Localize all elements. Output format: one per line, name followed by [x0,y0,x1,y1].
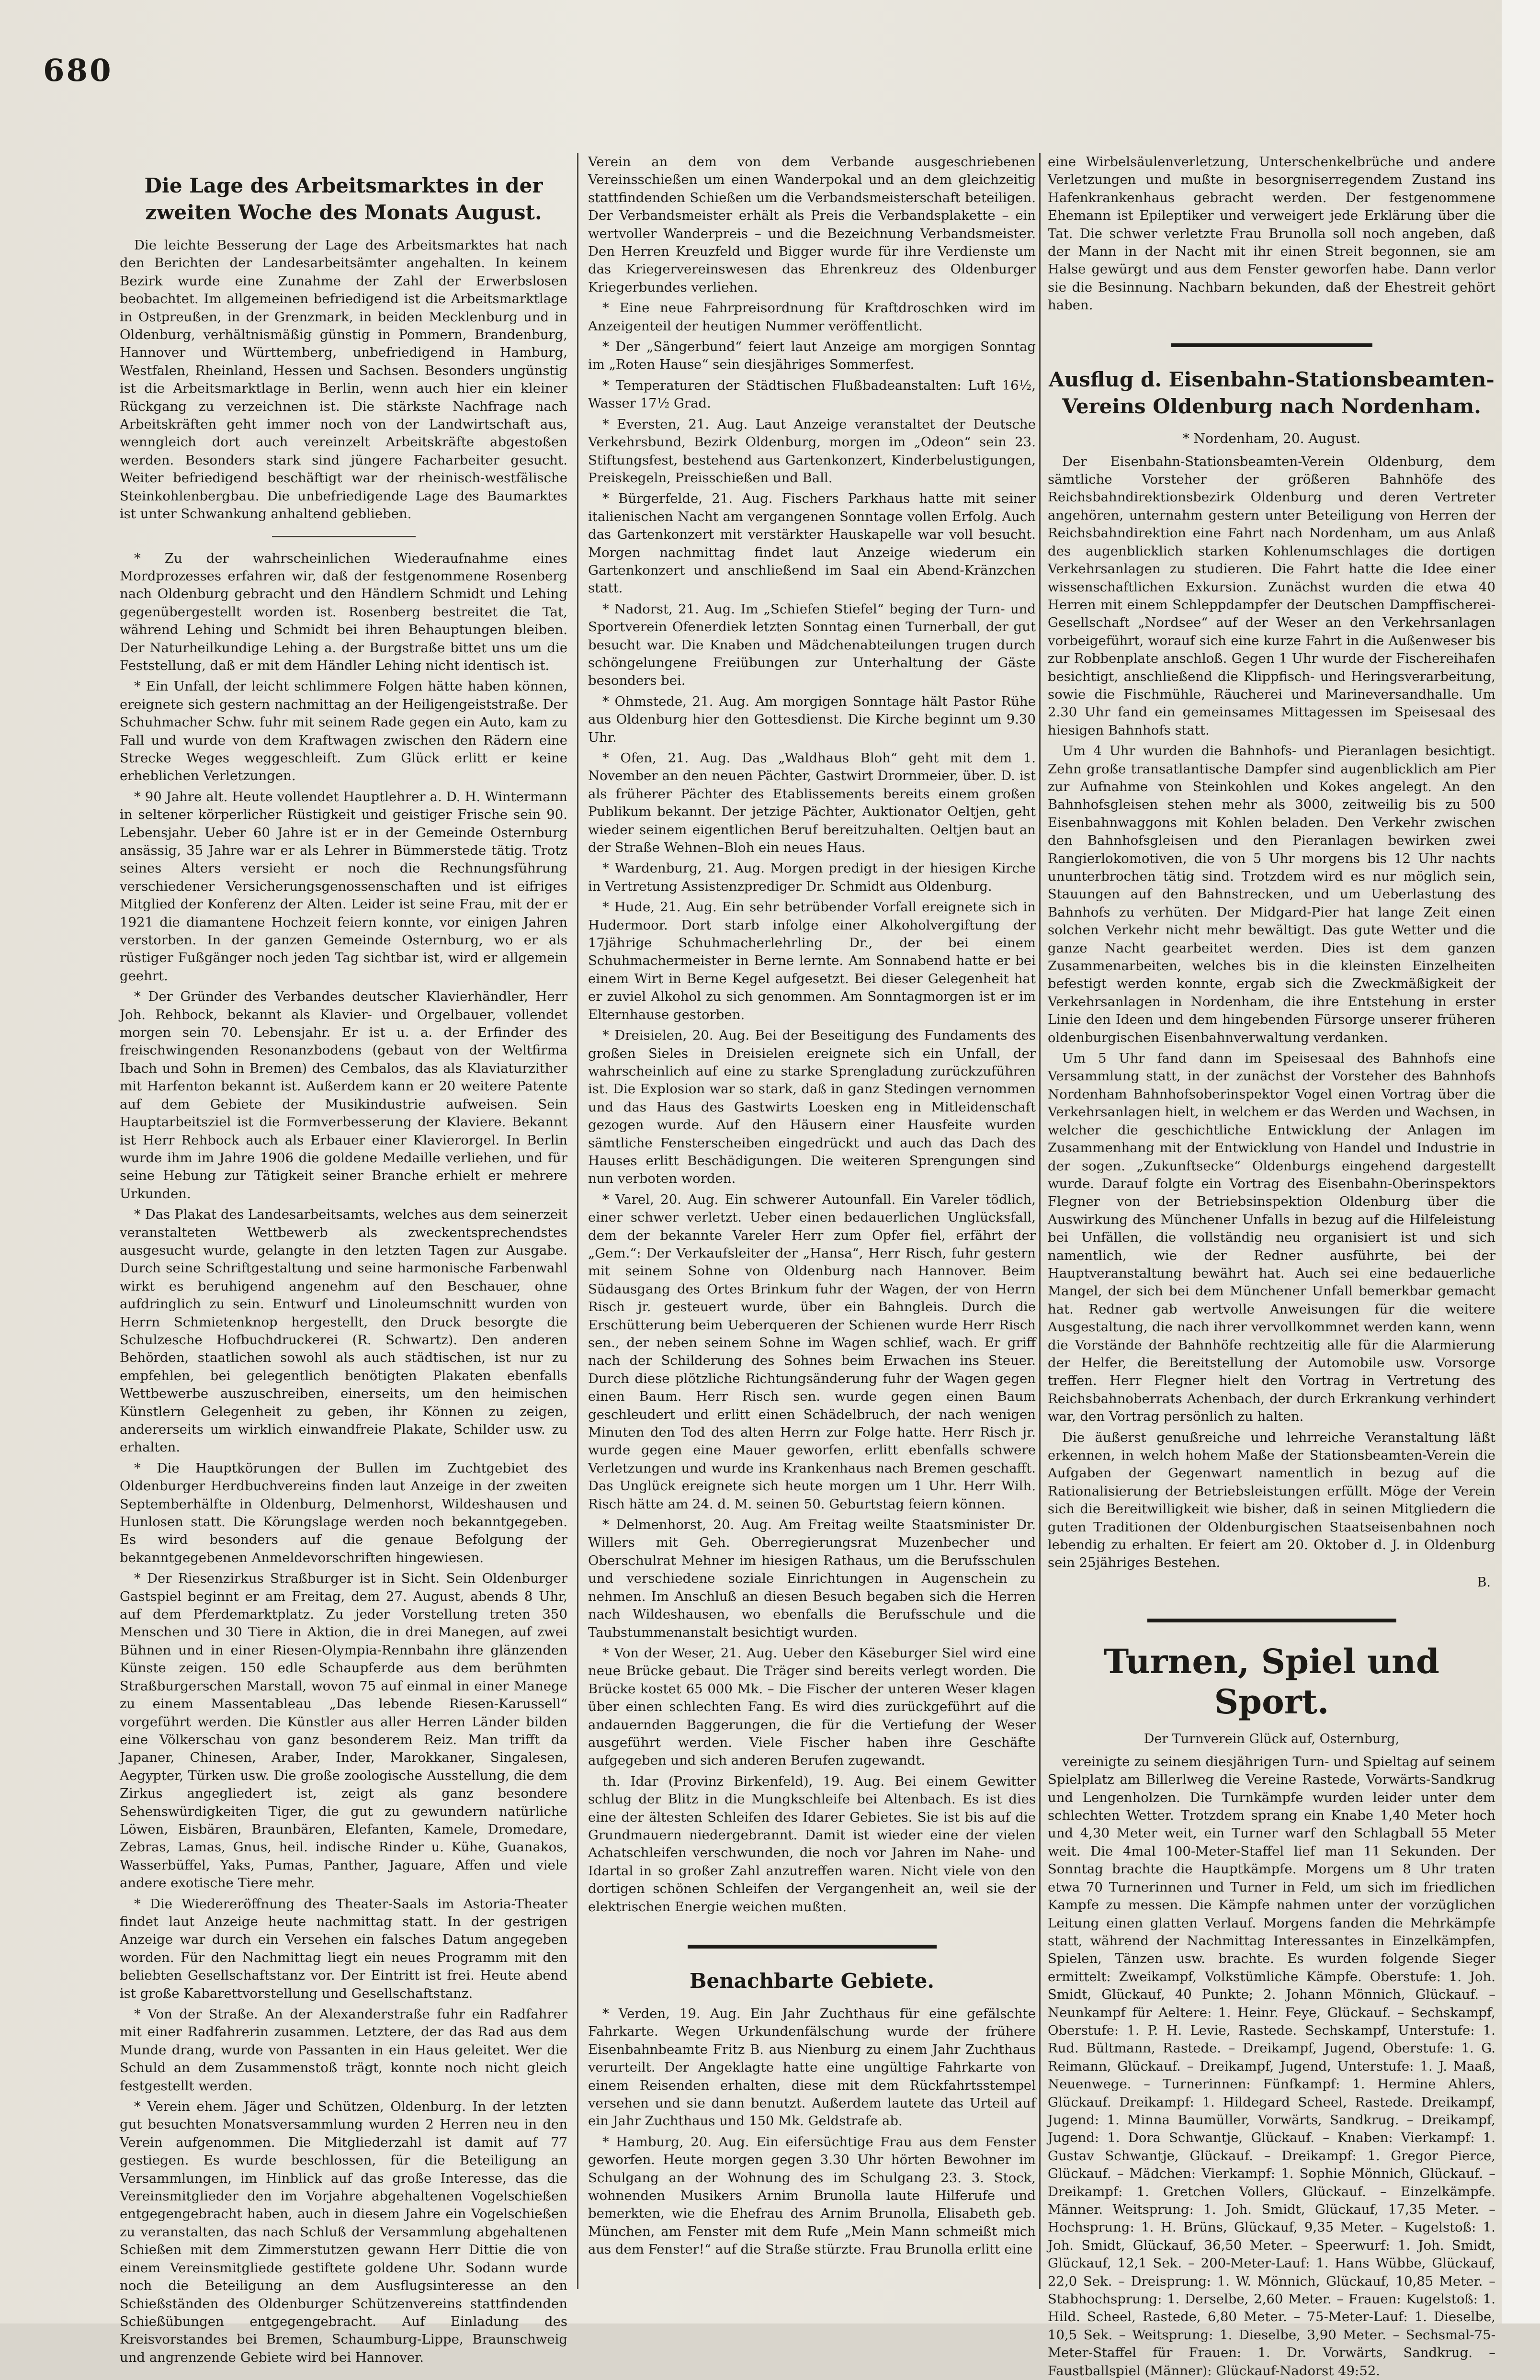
column-rule [577,153,578,2289]
article-paragraph: vereinigte zu seinem diesjährigen Turn- und Spieltag auf seinem Spielplatz am Billerlweg die Vereine Rastede, Vorwärts-Sandkrug und Lengenholzen. Die Turnkämpfe wurden leider unter dem schlechten Wetter. Trotzdem sprang ein Knabe 1,40 Meter hoch und 4,30 Meter weit, ein Turner warf den Schlagball 55 Meter weit. Die 4mal 100-Meter-Staffel lief man 11 Sekunden. Der Sonntag brachte die Hauptkämpfe. Morgens um 8 Uhr traten etwa 70 Turnerinnen und Turner in Feld, um sich im friedlichen Kampfe zu messen. Die Kämpfe nahmen unter der vorzüglichen Leitung einen glatten Verlauf. Morgens fanden die Mehrkämpfe statt, während der Nachmittag Interessantes in Einzelkämpfen, Spielen, Tänzen usw. brachte. Es wurden folgende Sieger ermittelt: Zweikampf, Volkstümliche Kämpfe. Oberstufe: 1. Joh. Smidt, Glückauf, 40 Punkte; 2. Johann Mönnich, Glückauf. – Neunkampf für Aeltere: 1. Heinr. Feye, Glückauf. – Sechskampf, Oberstufe: 1. P. H. Levie, Rastede. Sechskampf, Unterstufe: 1. Rud. Bültmann, Rastede. – Dreikampf, Jugend, Oberstufe: 1. G. Reimann, Glückauf. – Dreikampf, Jugend, Unterstufe: 1. J. Maaß, Neuenwege. – Turnerinnen: Fünfkampf: 1. Hermine Ahlers, Glückauf. Dreikampf: 1. Hildegard Scheel, Rastede. Dreikampf, Jugend: 1. Minna Baumüller, Vorwärts, Sandkrug. – Dreikampf, Jugend: 1. Dora Schwantje, Glückauf. – Knaben: Vierkampf: 1. Gustav Schwantje, Glückauf. – Dreikampf: 1. Gregor Pierce, Glückauf. – Mädchen: Vierkampf: 1. Sophie Mönnich, Glückauf. – Dreikampf: 1. Gretchen Vollers, Glückauf. – Einzelkämpfe. Männer. Weitsprung: 1. Joh. Smidt, Glückauf, 17,35 Meter. – Hochsprung: 1. H. Brüns, Glückauf, 9,35 Meter. – Kugelstoß: 1. Joh. Smidt, Glückauf, 36,50 Meter. – Speerwurf: 1. Joh. Smidt, Glückauf, 12,1 Sek. – 200-Meter-Lauf: 1. Hans Wübbe, Glückauf, 22,0 Sek. – Dreisprung: 1. W. Mönnich, Glückauf, 10,85 Meter. – Stabhochsprung: 1. Derselbe, 2,60 Meter. – Frauen: Kugelstoß: 1. Hild. Scheel, Rastede, 6,80 Meter. – 75-Meter-Lauf: 1. Dieselbe, 10,5 Sek. – Weitsprung: 1. Dieselbe, 3,90 Meter. – Sechsmal-75-Meter-Staffel für Frauen: 1. Dr. Vorwärts, Sandkrug. – Faustballspiel (Männer): Glückauf-Nadorst 49:52. [1048,1754,1495,2379]
news-item: * Eversten, 21. Aug. Laut Anzeige veranstaltet der Deutsche Verkehrsbund, Bezirk Oldenburg, morgen im „Odeon“ sein 23. Stiftungsfest, bestehend aus Gartenkonzert, Kinderbelustigungen, Preiskegeln, Preisschießen und Ball. [588,416,1036,486]
news-item: * Hude, 21. Aug. Ein sehr betrübender Vorfall ereignete sich in Hudermoor. Dort starb infolge einer Alkoholvergiftung der 17jährige Schuhmacherlehrling Dr., der bei einem Schuhmachermeister in Berne lernte. Am Sonnabend hatte er bei einem Wirt in Berne Kegel aufgesetzt. Bei dieser Gelegenheit hat er zuviel Alkohol zu sich genommen. Am Sonntagmorgen ist er im Elternhause gestorben. [588,899,1036,1022]
news-item: * Von der Weser, 21. Aug. Ueber den Käseburger Siel wird eine neue Brücke gebaut. Die Träger sind bereits verlegt worden. Die Brücke kostet 65 000 Mk. – Die Fischer der unteren Weser klagen über einen schlechten Fang. Es wird dies zurückgeführt auf die andauernden Baggerungen, die für die Vertiefung der Weser ausgeführt werden. Viele Fischer haben ihre Geschäfte aufgegeben und sich anderen Berufen zugewandt. [588,1645,1036,1768]
article-paragraph: Die leichte Besserung der Lage des Arbeitsmarktes hat nach den Berichten der Landesarbeitsämter angehalten. In keinem Bezirk wurde eine Zunahme der Zahl der Erwerbslosen beobachtet. Im allgemeinen befriedigend ist die Arbeitsmarktlage in Ostpreußen, in der Grenzmark, in beiden Mecklenburg und in Oldenburg, verhältnismäßig günstig in Pommern, Brandenburg, Hannover und Württemberg, unbefriedigend in Hamburg, Westfalen, Rheinland, Hessen und Sachsen. Besonders ungünstig ist die Arbeitsmarktlage in Berlin, wenn auch hier ein kleiner Rückgang zu verzeichnen ist. Die stärkste Nachfrage nach Arbeitskräften geht immer noch von der Landwirtschaft aus, wenngleich dort auch vereinzelt Arbeitskräfte abgestoßen werden. Besonders stark sind jüngere Facharbeiter gesucht. Weiter befriedigend beschäftigt war der rheinisch-westfälische Steinkohlenbergbau. Die unbefriedigende Lage des Baumarktes ist unter Schwankung anhaltend geblieben. [120,238,567,522]
news-item: * Eine neue Fahrpreisordnung für Kraftdroschken wird im Anzeigenteil der heutigen Nummer veröffentlicht. [588,300,1036,334]
news-item: * Delmenhorst, 20. Aug. Am Freitag weilte Staatsminister Dr. Willers mit Geh. Oberregierungsrat Muzenbecher und Oberschulrat Mehner im hiesigen Rathaus, um die Berufsschulen und verschiedene soziale Einrichtungen in Augenschein zu nehmen. Im Anschluß an diesen Besuch begaben sich die Herren nach Wildeshausen, wo ebenfalls die Berufsschule und die Taubstummenanstalt besichtigt wurden. [588,1517,1036,1640]
article-paragraph: Um 4 Uhr wurden die Bahnhofs- und Pieranlagen besichtigt. Zehn große transatlantische Dampfer sind augenblicklich am Pier zur Aufnahme von Steinkohlen und Kokes angelegt. An den Bahnhofsgleisen stehen mehr als 3000, zeitweilig bis zu 500 Eisenbahnwaggons mit Kohlen beladen. Den Verkehr zwischen den Bahnhofsgleisen und den Pieranlagen bewirken zwei Rangierlokomotiven, die von 5 Uhr morgens bis 12 Uhr nachts ununterbrochen tätig sind. Trotzdem wird es nur möglich sein, Stauungen auf den Bahnstrecken, und um Ueberlastung des Bahnhofs zu verhüten. Der Midgard-Pier hat lange Zeit einen solchen Verkehr nicht mehr bewältigt. Das gute Wetter und die ganze Nacht gearbeitet werden. Dies ist dem ganzen Zusammenarbeiten, welches bis in die kleinsten Einzelheiten befestigt werden konnte, ergab sich die Zweckmäßigkeit der Verkehrsanlagen in Nordenham, die ihre Entstehung in erster Linie den Ideen und dem hingebenden Fürsorge unserer früheren oldenburgischen Eisenbahnverwaltung verdanken. [1048,743,1495,1045]
news-item: Verein an dem von dem Verbande ausgeschriebenen Vereinsschießen um einen Wanderpokal und an dem gleichzeitig stattfindenden Schießen um die Verbandsmeisterschaft beteiligen. Der Verbandsmeister erhält als Preis die Verbandsplakette – ein wertvoller Wanderpreis – und die Bezeichnung Verbandsmeister. Den Herren Kreuzfeld und Bigger wurde für ihre Verdienste um das Kriegervereinswesen das Ehrenkreuz des Oldenburger Kriegerbundes verliehen. [588,154,1036,295]
dateline: * Nordenham, 20. August. [1182,430,1361,446]
news-item: * Bürgerfelde, 21. Aug. Fischers Parkhaus hatte mit seiner italienischen Nacht am vergangenen Sonntage vollen Erfolg. Auch das Gartenkonzert mit verstärkter Hauskapelle war voll besucht. Morgen nachmittag findet laut Anzeige wiederum ein Gartenkonzert und anschließend im Saal ein Abend-Kränzchen statt. [588,491,1036,596]
section-headline: Turnen, Spiel und Sport. [1104,1641,1439,1722]
news-item: * Der Riesenzirkus Straßburger ist in Sicht. Sein Oldenburger Gastspiel beginnt er am Freitag, dem 27. August, abends 8 Uhr, auf dem Pferdemarktplatz. Zu jeder Vorstellung treten 350 Menschen und 30 Tiere in Aktion, die in drei Manegen, auf zwei Bühnen und in einer Riesen-Olympia-Rennbahn ihre glänzenden Künste zeigen. 150 edle Schaupferde aus dem berühmten Straßburgerschen Marstall, wovon 75 auf einmal in einer Manege zu einem Massentableau „Das lebende Riesen-Karussell“ vorgeführt werden. Die Künstler aus aller Herren Länder bilden eine Völkerschau von ganz besonderem Reiz. Man trifft da Japaner, Chinesen, Araber, Inder, Marokkaner, Singalesen, Aegypter, Türken usw. Die große zoologische Ausstellung, die dem Zirkus angegliedert ist, zeigt als ganz besondere Sehenswürdigkeiten Tiger, die gut zu gewundern natürliche Löwen, Eisbären, Braunbären, Elefanten, Kamele, Dromedare, Zebras, Lamas, Gnus, heil. indische Rinder u. Kühe, Guanakos, Wasserbüffel, Yaks, Pumas, Panther, Jaguare, Affen und viele andere exotische Tiere mehr. [120,1571,567,1891]
news-item: * Der „Sängerbund“ feiert laut Anzeige am morgigen Sonntag im „Roten Hause“ sein diesjähriges Sommerfest. [588,339,1036,373]
news-item: * Das Plakat des Landesarbeitsamts, welches aus dem seinerzeit veranstalteten Wettbewerb als zweckentsprechendstes ausgesucht wurde, gelangte in den letzten Tagen zur Ausgabe. Durch seine Schriftgestaltung und seine harmonische Farbenwahl wirkt es beruhigend angenehm auf den Beschauer, ohne aufdringlich zu sein. Entwurf und Linoleumschnitt wurden von Herrn Schmietenknop hergestellt, den Druck besorgte die Schulzesche Hofbuchdruckerei (R. Schwartz). Den anderen Behörden, staatlichen sowohl als auch städtischen, ist nur zu empfehlen, bei gelegentlich benötigten Plakaten ebenfalls Wettbewerbe auszuschreiben, einerseits, um den heimischen Künstlern Gelegenheit zu geben, ihr Können zu zeigen, andererseits um wirklich einwandfreie Plakate, Schilder usw. zu erhalten. [120,1207,567,1455]
article-paragraph: Die äußerst genußreiche und lehrreiche Veranstaltung läßt erkennen, in welch hohem Maße der Stationsbeamten-Verein die Aufgaben der Gegenwart namentlich in bezug auf die Rationalisierung der Betriebsleistungen erfüllt. Möge der Verein sich die Bereitwilligkeit wie bisher, daß in seinen Mitgliedern die guten Traditionen der Oldenburgischen Staatseisenbahnen noch lebendig zu erhalten. Er feiert am 20. Oktober d. J. in Oldenburg sein 25jähriges Bestehen. [1048,1429,1495,1571]
news-item: eine Wirbelsäulenverletzung, Unterschenkelbrüche und andere Verletzungen und mußte in besorgniserregendem Zustand ins Hafenkrankenhaus gebracht werden. Der festgenommene Ehemann ist Epileptiker und verweigert jede Erklärung über die Tat. Die schwer verletzte Frau Brunolla soll noch angeben, daß der Mann in der Nacht mit ihr einen Streit begonnen, sie am Halse gewürgt und aus dem Fenster geworfen habe. Dann verlor sie die Besinnung. Nachbarn bekunden, daß der Ehestreit gehört haben. [1048,154,1495,313]
section-rule [1171,343,1372,347]
news-item: * Dreisielen, 20. Aug. Bei der Beseitigung des Fundaments des großen Sieles in Dreisielen ereignete sich ein Unfall, der wahrscheinlich auf eine zu starke Sprengladung zurückzuführen ist. Die Explosion war so stark, daß in ganz Stedingen vernommen und das Haus des Gastwirts Loesken eng in Mitleidenschaft gezogen wurde. Auf den Häusern einer Hausfeite wurden sämtliche Fensterscheiben eingedrückt und auch das Dach des Hauses erlitt Beschädigungen. Die weiteren Sprengungen sind nun verboten worden. [588,1028,1036,1187]
article-paragraph: Um 5 Uhr fand dann im Speisesaal des Bahnhofs eine Versammlung statt, in der zunächst der Vorsteher des Bahnhofs Nordenham Bahnhofsoberinspektor Vogel einen Vortrag über die Verkehrsanlagen hielt, in welchem er das Werden und Wachsen, in welcher die geschichtliche Entwicklung der Anlagen im Zusammenhang mit der Entwicklung von Handel und Industrie in der sogen. „Zukunftsecke“ Oldenburgs eingehend dargestellt wurde. Darauf folgte ein Vortrag des Eisenbahn-Oberinspektors Flegner von der Betriebsinspektion Oldenburg über die Auswirkung des Münchener Unfalls in bezug auf die Hilfeleistung bei Unfällen, die vollständig neu organisiert ist und sich namentlich, wie der Redner ausführte, bei der Hauptveranstaltung bewährt hat. Auch sei eine bedauerliche Mangel, der sich bei dem Münchener Unfall bemerkbar gemacht hat. Redner gab wertvolle Anweisungen für die weitere Ausgestaltung, die nach ihrer vervollkommnet werden kann, wenn die Vorstände der Bahnhöfe rechtzeitig alle für die Alarmierung der Helfer, die Bereitstellung der Automobile usw. Vorsorge treffen. Herr Flegner hielt den Vortrag in Vertretung des Reichsbahnoberrats Achenbach, der durch Erkrankung verhindert war, den Vortrag persönlich zu halten. [1048,1051,1495,1425]
news-item: * Von der Straße. An der Alexanderstraße fuhr ein Radfahrer mit einer Radfahrerin zusammen. Letztere, der das Rad aus dem Munde drang, wurde von Passanten in ein Haus geleitet. Wer die Schuld an dem Zusammenstoß trägt, konnte noch nicht gleich festgestellt werden. [120,2006,567,2094]
section-headline: Benachbarte Gebiete. [690,1969,934,1993]
news-item: * Zu der wahrscheinlichen Wiederaufnahme eines Mordprozesses erfahren wir, daß der festgenommene Rosenberg nach Oldenburg gebracht und den Händlern Schmidt und Lehing gegenübergestellt worden ist. Rosenberg bestreitet die Tat, während Lehing und Schmidt bei ihren Behauptungen bleiben. Der Naturheilkundige Lehing a. der Burgstraße bittet uns um die Feststellung, daß er mit dem Händler Lehing nicht identisch ist. [120,550,567,673]
signature: B. [1477,1575,1491,1590]
column-3 [1048,153,1495,2379]
subheading: Der Turnverein Glück auf, Osternburg, [1144,1731,1400,1746]
news-item: * Ein Unfall, der leicht schlimmere Folgen hätte haben können, ereignete sich gestern nachmittag an der Heiligengeiststraße. Der Schuhmacher Schw. fuhr mit seinem Rade gegen ein Auto, kam zu Fall und wurde von dem Kraftwagen zwischen den Rädern eine Strecke Weges weggeschleift. Zum Glück erlitt er keine erheblichen Verletzungen. [120,679,567,784]
column-rule [1039,153,1041,2289]
scan-margin [1502,0,1540,2323]
news-item: th. Idar (Provinz Birkenfeld), 19. Aug. Bei einem Gewitter schlug der Blitz in die Mungkschleife bei Altenbach. Es ist dies eine der ältesten Schleifen des Idarer Gebietes. Sie ist bis auf die Grundmauern niedergebrannt. Damit ist wieder eine der vielen Achatschleifen verschwunden, die noch vor Jahren im Nahe- und Idartal in so großer Zahl anzutreffen waren. Nicht viele von den dortigen schönen Schleifen der Vergangenheit an, weil sie der elektrischen Energie weichen mußten. [588,1773,1036,1915]
news-item: * Wardenburg, 21. Aug. Morgen predigt in der hiesigen Kirche in Vertretung Assistenzprediger Dr. Schmidt aus Oldenburg. [588,861,1036,894]
section-rule [688,1945,937,1949]
separator [272,536,416,537]
article-headline: Die Lage des Arbeitsmarktes in der zweiten Woche des Monats August. [144,174,543,224]
news-item: * 90 Jahre alt. Heute vollendet Hauptlehrer a. D. H. Wintermann in seltener körperlicher Rüstigkeit und geistiger Frische sein 90. Lebensjahr. Ueber 60 Jahre ist er in der Gemeinde Osternburg ansässig, 35 Jahre war er als Lehrer in Bümmerstede tätig. Trotz seines Alters versieht er noch die Rechnungsführung verschiedener Versicherungsgenossenschaften und ist eifriges Mitglied der Konferenz der Alten. Leider ist seine Frau, mit der er 1921 die diamantene Hochzeit feiern konnte, vor einigen Jahren verstorben. In der ganzen Gemeinde Osternburg, wo er als rüstiger Fußgänger noch jeden Tag sichtbar ist, wird er allgemein geehrt. [120,789,567,984]
news-item: * Verein ehem. Jäger und Schützen, Oldenburg. In der letzten gut besuchten Monatsversammlung wurden 2 Herren neu in den Verein aufgenommen. Die Mitgliederzahl ist damit auf 77 gestiegen. Es wurde beschlossen, für die Beteiligung an Versammlungen, im Hinblick auf das große Interesse, das die Vereinsmitglieder den im Vorjahre abgehaltenen Vogelschießen entgegengebracht haben, auch in diesem Jahre ein Vogelschießen zu veranstalten, das nach Schluß der Versammlung abgehaltenen Schießen mit dem Zimmerstutzen gewann Herr Dittie die von einem Vereinsmitgliede gestiftete goldene Uhr. Sodann wurde noch die Beteiligung an dem Ausflugsinteresse an den Schießständen des Oldenburger Schützenvereins stattfindenden Schießübungen entgegengebracht. Auf Einladung des Kreisvorstandes bei Bremen, Schaumburg-Lippe, Braunschweig und angrenzende Gebiete wird bei Hannover. [120,2099,567,2365]
news-item: * Verden, 19. Aug. Ein Jahr Zuchthaus für eine gefälschte Fahrkarte. Wegen Urkundenfälschung wurde der frühere Eisenbahnbeamte Fritz B. aus Nienburg zu einem Jahr Zuchthaus verurteilt. Der Angeklagte hatte eine ungültige Fahrkarte von einem Reisenden erhalten, diese mit dem Rückfahrtsstempel versehen und sie dann benutzt. Außerdem lautete das Urteil auf ein Jahr Zuchthaus und 150 Mk. Geldstrafe ab. [588,2006,1036,2129]
news-item: * Die Hauptkörungen der Bullen im Zuchtgebiet des Oldenburger Herdbuchvereins finden laut Anzeige in der zweiten Septemberhälfte in Oldenburg, Delmenhorst, Wildeshausen und Hunlosen statt. Die Körungslage werden noch bekanntgegeben. Es wird besonders auf die genaue Befolgung der bekanntgegebenen Anmeldevorschriften hingewiesen. [120,1460,567,1565]
article-paragraph: Der Eisenbahn-Stationsbeamten-Verein Oldenburg, dem sämtliche Vorsteher der größeren Bahnhöfe des Reichsbahndirektionsbezirk Oldenburg und deren Vertreter angehören, unternahm gestern unter Beteiligung von Herren der Reichsbahndirektion eine Fahrt nach Nordenham, um aus Anlaß des augenblicklich starken Kohlenumschlages die dortigen Verkehrsanlagen zu studieren. Die Fahrt hatte die Idee einer wissenschaftlichen Exkursion. Zunächst wurden die etwa 40 Herren mit einem Schleppdampfer der Deutschen Dampffischerei-Gesellschaft „Nordsee“ auf der Weser an den Verkehrsanlagen vorbeigeführt, worauf sich eine kurze Fahrt in die Außenweser bis zur Robbenplate anschloß. Gegen 1 Uhr wurde der Fischereihafen besichtigt, anschließend die Klippfisch- und Heringsverarbeitung, sowie die Fischmühle, Räucherei und Marineversandhalle. Um 2.30 Uhr fand ein gemeinsames Mittagessen im Speisesaal des hiesigen Bahnhofs statt. [1048,453,1495,738]
news-item: * Der Gründer des Verbandes deutscher Klavierhändler, Herr Joh. Rehbock, bekannt als Klavier- und Orgelbauer, vollendet morgen sein 70. Lebensjahr. Er ist u. a. der Erfinder des freischwingenden Resonanzbodens (gebaut von der Weltfirma Ibach und Sohn in Bremen) des Cembalos, das als Klaviaturzither mit Harfenton bekannt ist. Außerdem kann er 20 weitere Patente auf dem Gebiete der Musikindustrie aufweisen. Sein Hauptarbeitsziel ist die Formverbesserung der Klaviere. Bekannt ist Herr Rehbock auch als Erbauer einer Klavierorgel. In Berlin wurde ihm im Jahre 1906 die goldene Medaille verliehen, und für seine Hebung zur Tätigkeit seiner Branche erhielt er mehrere Urkunden. [120,989,567,1201]
news-item: * Die Wiedereröffnung des Theater-Saals im Astoria-Theater findet laut Anzeige heute nachmittag statt. In der gestrigen Anzeige war durch ein Versehen ein falsches Datum angegeben worden. Für den Nachmittag liegt ein neues Programm mit den beliebten Gesellschaftstanz vor. Der Eintritt ist frei. Heute abend ist große Kabarettvorstellung und Gesellschaftstanz. [120,1896,567,2001]
column-1 [120,153,567,2365]
news-item: * Nadorst, 21. Aug. Im „Schiefen Stiefel“ beging der Turn- und Sportverein Ofenerdiek letzten Sonntag einen Turnerball, der gut besucht war. Die Knaben und Mädchenabteilungen trugen durch schöngelungene Freiübungen zur Unterhaltung der Gäste besonders bei. [588,601,1036,689]
news-item: * Ohmstede, 21. Aug. Am morgigen Sonntage hält Pastor Rühe aus Oldenburg hier den Gottesdienst. Die Kirche beginnt um 9.30 Uhr. [588,693,1036,745]
section-rule [1147,1619,1396,1622]
page-number: 680 [43,53,113,89]
article-headline: Ausflug d. Eisenbahn-Stationsbeamten-Vereins Oldenburg nach Nordenham. [1049,367,1495,418]
news-item: * Temperaturen der Städtischen Flußbadeanstalten: Luft 16½, Wasser 17½ Grad. [588,377,1036,411]
news-item: * Ofen, 21. Aug. Das „Waldhaus Bloh“ geht mit dem 1. November an den neuen Pächter, Gastwirt Drornmeier, über. D. ist als früherer Pächter des Etablissements bereits einem großen Publikum bekannt. Der jetzige Pächter, Auktionator Oeltjen, geht wieder seinem eigentlichen Beruf bereitzuhalten. Oeltjen baut an der Straße Wehnen–Bloh ein neues Haus. [588,750,1036,856]
news-item: * Varel, 20. Aug. Ein schwerer Autounfall. Ein Vareler tödlich, einer schwer verletzt. Ueber einen bedauerlichen Unglücksfall, dem der bekannte Vareler Herr zum Opfer fiel, erfährt der „Gem.“: Der Verkaufsleiter der „Hansa“, Herr Risch, fuhr gestern mit seinem Sohne von Oldenburg nach Hannover. Beim Südausgang des Ortes Brinkum fuhr der Wagen, der von Herrn Risch jr. gesteuert wurde, über ein Bahngleis. Durch die Erschütterung beim Ueberqueren der Schienen wurde Herr Risch sen., der neben seinem Sohne im Wagen schlief, wach. Er griff nach der Schilderung des Sohnes beim Erwachen ins Steuer. Durch diese plötzliche Richtungsänderung fuhr der Wagen gegen einen Baum. Herr Risch sen. wurde gegen einen Baum geschleudert und erlitt einen Schädelbruch, der nach wenigen Minuten den Tod des alten Herrn zur Folge hatte. Herr Risch jr. wurde gegen eine Mauer geworfen, erlitt ebenfalls schwere Verletzungen und wurde ins Krankenhaus nach Bremen geschafft. Das Unglück ereignete sich heute morgen um 1 Uhr. Herr Wilh. Risch hätte am 24. d. M. seinen 50. Geburtstag feiern können. [588,1191,1036,1512]
column-2 [588,153,1036,2294]
news-item: * Hamburg, 20. Aug. Ein eifersüchtige Frau aus dem Fenster geworfen. Heute morgen gegen 3.30 Uhr hörten Bewohner im Schulgang an der Wohnung des im Schulgang 23. 3. Stock, wohnenden Musikers Arnim Brunolla laute Hilferufe und bemerkten, wie die Ehefrau des Arnim Brunolla, Elisabeth geb. München, am Fenster mit dem Rufe „Mein Mann schmeißt mich aus dem Fenster!“ auf die Straße stürzte. Frau Brunolla erlitt eine [588,2134,1036,2257]
